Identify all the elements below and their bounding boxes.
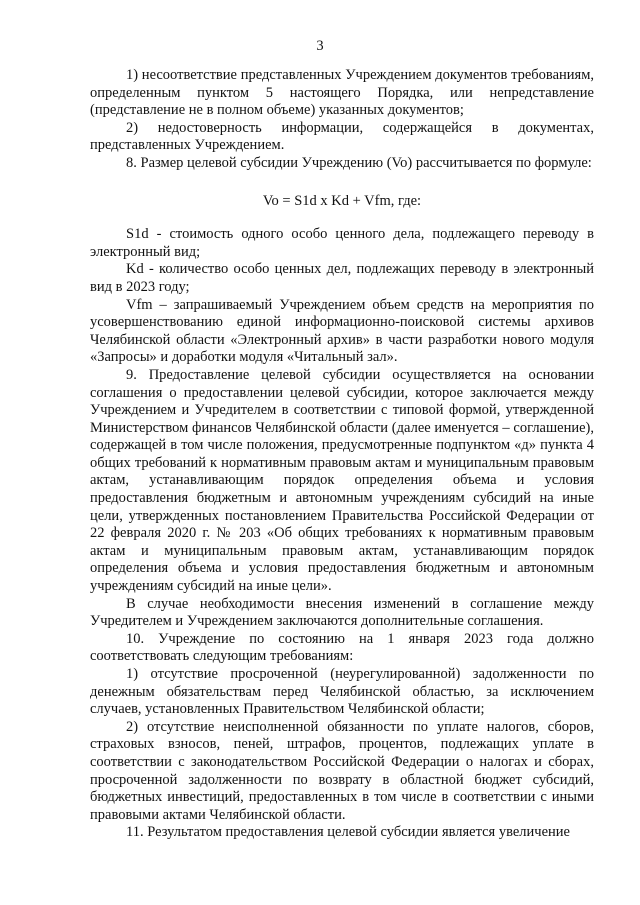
formula: Vo = S1d x Kd + Vfm, где: — [262, 192, 422, 209]
paragraph-s1d-definition: S1d - стоимость одного особо ценного дела, подлежащего переводу в электронный вид; — [90, 226, 594, 260]
page-number: 3 — [316, 38, 324, 54]
paragraph-clause-11: 11. Результатом предоставления целевой субсидии является увеличение — [126, 824, 570, 841]
paragraph-clause-10: 10. Учреждение по состоянию на 1 января 2023 года должно соответствовать следующим требованиям: — [90, 630, 594, 665]
paragraph-kd-definition: Kd - количество особо ценных дел, подлежащих переводу в электронный вид в 2023 году; — [90, 261, 594, 295]
document-body — [90, 67, 594, 842]
paragraph-requirement-1: 1) отсутствие просроченной (неурегулированной) задолженности по денежным обязательствам перед Челябинской областью, за исключением случаев, установленных Правительством Челябинской области; — [90, 666, 594, 718]
paragraph-vfm-definition: Vfm – запрашиваемый Учреждением объем средств на мероприятия по усовершенствованию единой информационно-поисковой системы архивов Челябинской области «Электронный архив» в части разработки нового модуля «Запросы» и доработки модуля «Читальный зал». — [90, 296, 594, 366]
paragraph-item-1: 1) несоответствие представленных Учреждением документов требованиям, определенным пунктом 5 настоящего Порядка, или непредставление (представление не в полном объеме) указанных документов; — [90, 67, 594, 119]
paragraph-amendments: В случае необходимости внесения изменений в соглашение между Учредителем и Учреждением заключаются дополнительные соглашения. — [90, 595, 594, 630]
paragraph-clause-8: 8. Размер целевой субсидии Учреждению (Vo) рассчитывается по формуле: — [126, 154, 592, 171]
paragraph-clause-9: 9. Предоставление целевой субсидии осуществляется на основании соглашения о предоставлении целевой субсидии, которое заключается между Учреждением и Учредителем в соответствии с типовой формой, утвержденной Министерством финансов Челябинской области (далее именуется – соглашение), содержащей в том числе положения, предусмотренные подпунктом «д» пункта 4 общих требований к нормативным правовым актам и муниципальным правовым актам, устанавливающим порядок определения объема и условия предоставления бюджетным и автономным учреждениям субсидий на иные цели, утвержденных постановлением Правительства Российской Федерации от 22 февраля 2020 г. № 203 «Об общих требованиях к нормативным правовым актам и муниципальным правовым актам, устанавливающим порядок определения объема и условия предоставления бюджетным и автономным учреждениям субсидий на иные цели». — [90, 366, 594, 595]
paragraph-requirement-2: 2) отсутствие неисполненной обязанности по уплате налогов, сборов, страховых взносов, пеней, штрафов, процентов, подлежащих уплате в соответствии с законодательством Российской Федерации о налогах и сборах, просроченной задолженности по возврату в областной бюджет субсидий, бюджетных инвестиций, предоставленных в том числе в соответствии с иными правовыми актами Челябинской области. — [90, 718, 594, 823]
paragraph-item-2: 2) недостоверность информации, содержащейся в документах, представленных Учреждением. — [90, 119, 594, 154]
